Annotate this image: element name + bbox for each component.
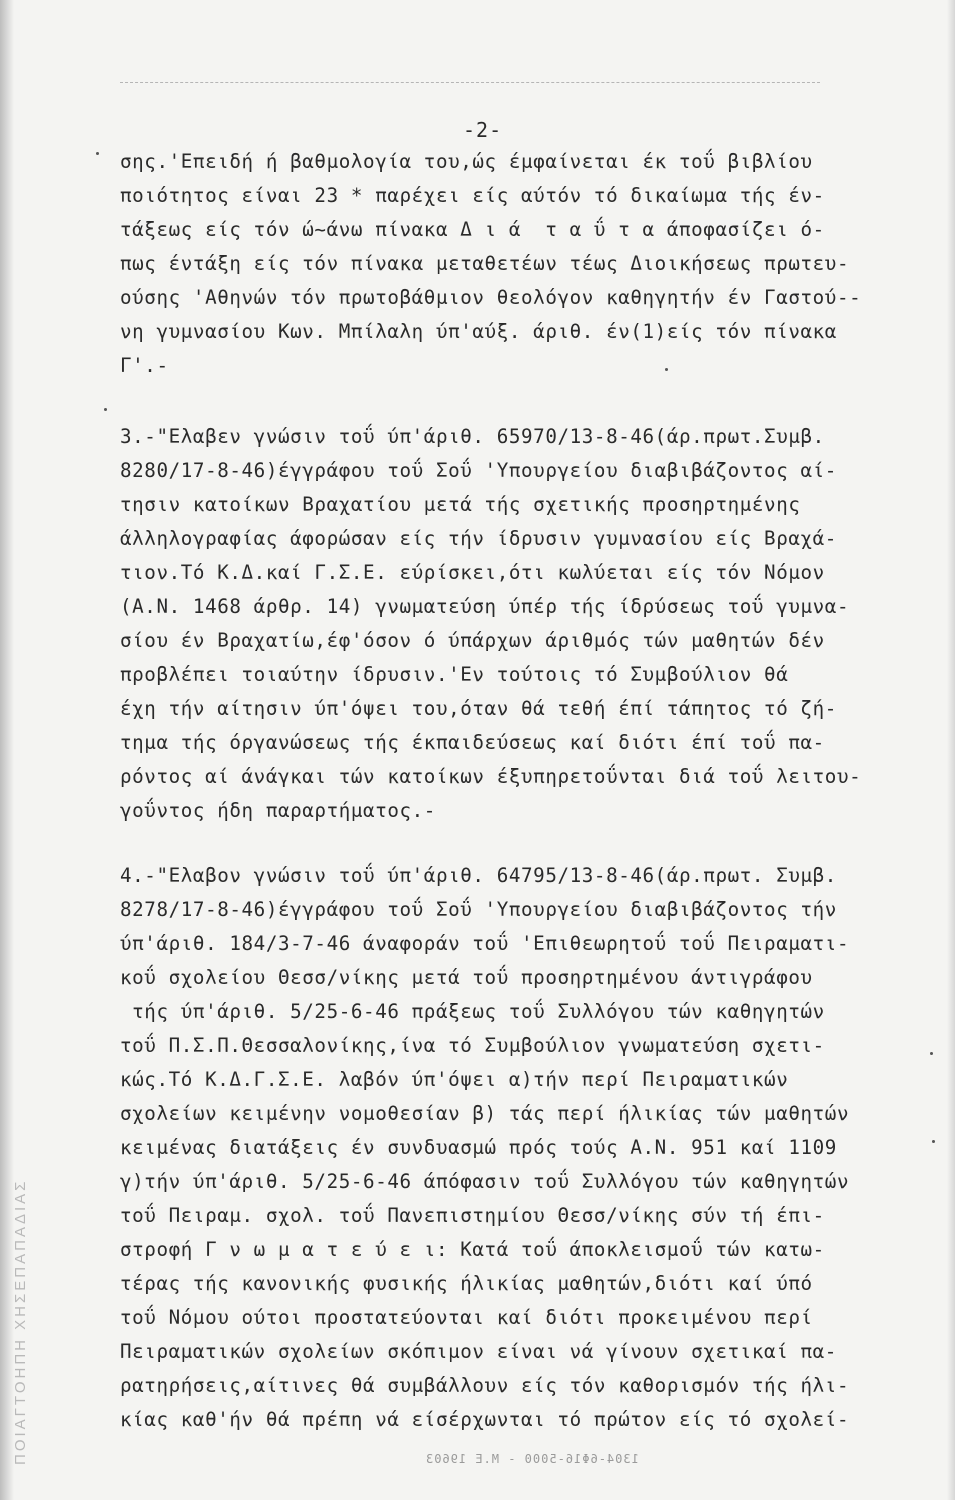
text-line: άλληλογραφίας άφορώσαν είς τήν ίδρυσιν γυμνασίου είς Βραχά- [120,527,837,550]
text-line: 8280/17-8-46)έγγράφου τοΰ Σοΰ 'Υπουργείου διαβιβάζοντος αί- [120,459,837,482]
text-line: ρόντος αί άνάγκαι τών κατοίκων έξυπηρετοΰνται διά τοΰ λειτου- [120,765,862,788]
top-dashed-rule [120,82,820,83]
text-line: γ)τήν ύπ'άριθ. 5/25-6-46 άπόφασιν τοΰ Συλλόγου τών καθηγητών [120,1170,850,1193]
text-line: 8278/17-8-46)έγγράφου τοΰ Σοΰ 'Υπουργείου διαβιβάζοντος τήν [120,898,837,921]
text-line: προβλέπει τοιαύτην ίδρυσιν.'Εν τούτοις τό Συμβούλιον θά [120,663,789,686]
text-line: ύπ'άριθ. 184/3-7-46 άναφοράν τοΰ 'Επιθεωρητοΰ τοΰ Πειραματι- [120,932,850,955]
text-line: τοΰ Νόμου ούτοι προστατεύονται καί διότι προκειμένου περί [120,1306,813,1329]
text-line: Πειραματικών σχολείων σκόπιμον είναι νά γίνουν σχετικαί πα- [120,1340,837,1363]
text-line: σης.'Επειδή ή βαθμολογία του,ώς έμφαίνεται έκ τοΰ βιβλίου [120,150,813,173]
text-line: ούσης 'Αθηνών τόν πρωτοβάθμιον θεολόγον καθηγητήν έν Γαστού-- [120,286,862,309]
text-line: ποιότητος είναι 23 * παρέχει είς αύτόν τό δικαίωμα τής έν- [120,184,825,207]
text-line: (Α.Ν. 1468 άρθρ. 14) γνωματεύση ύπέρ τής ίδρύσεως τοΰ γυμνα- [120,595,850,618]
text-line: τής ύπ'άριθ. 5/25-6-46 πράξεως τοΰ Συλλόγου τών καθηγητών [120,1000,825,1023]
paragraph-2-continuation [120,145,930,383]
scan-speck [96,152,99,155]
text-line: 4.-"Ελαβον γνώσιν τοΰ ύπ'άριθ. 64795/13-8-46(άρ.πρωτ. Συμβ. [120,864,837,887]
text-line: Γ'.- [120,354,169,377]
right-page-edge-shadow [947,0,955,1500]
text-line: νη γυμνασίου Κων. Μπίλαλη ύπ'αύξ. άριθ. έν(1)είς τόν πίνακα [120,320,837,343]
scan-speck [104,408,107,411]
text-line: τάξεως είς τόν ώ~άνω πίνακα Δ ι ά τ α ΰ τ α άποφασίζει ό- [120,218,825,241]
text-line: γοΰντος ήδη παραρτήματος.- [120,799,436,822]
footer-printer-imprint: 1304-6Φ16-5000 - Μ.Ε 19603 [425,1452,639,1466]
text-line: τιον.Τό Κ.Δ.καί Γ.Σ.Ε. εύρίσκει,ότι κωλύεται είς τόν Νόμον [120,561,825,584]
text-line: κώς.Τό Κ.Δ.Γ.Σ.Ε. λαβόν ύπ'όψει α)τήν περί Πειραματικών [120,1068,789,1091]
paragraph-3 [120,420,930,828]
text-line: σχολείων κειμένην νομοθεσίαν β) τάς περί ήλικίας τών μαθητών [120,1102,850,1125]
text-line: στροφή Γ ν ω μ α τ ε ύ ε ι: Κατά τοΰ άποκλεισμοΰ τών κατω- [120,1238,825,1261]
page-number: -2- [463,118,503,142]
scan-speck [932,1140,935,1143]
text-line: τοΰ Πειραμ. σχολ. τοΰ Πανεπιστημίου Θεσσ/νίκης σύν τή έπι- [120,1204,825,1227]
scan-speck [930,1052,933,1055]
text-line: τοΰ Π.Σ.Π.Θεσσαλονίκης,ίνα τό Συμβούλιον γνωματεύση σχετι- [120,1034,825,1057]
text-line: τησιν κατοίκων Βραχατίου μετά τής σχετικής προσηρτημένης [120,493,801,516]
paragraph-4 [120,859,930,1437]
side-archive-stamp [10,960,40,1470]
text-line: κοΰ σχολείου Θεσσ/νίκης μετά τοΰ προσηρτημένου άντιγράφου [120,966,813,989]
scan-speck [665,368,668,371]
text-line: τέρας τής κανονικής φυσικής ήλικίας μαθητών,διότι καί ύπό [120,1272,813,1295]
text-line: έχη τήν αίτησιν ύπ'όψει του,όταν θά τεθή έπί τάπητος τό ζή- [120,697,837,720]
text-line: 3.-"Ελαβεν γνώσιν τοΰ ύπ'άριθ. 65970/13-8-46(άρ.πρωτ.Συμβ. [120,425,825,448]
text-line: σίου έν Βραχατίω,έφ'όσον ό ύπάρχων άριθμός τών μαθητών δέν [120,629,825,652]
text-line: ρατηρήσεις,αίτινες θά συμβάλλουν είς τόν καθορισμόν τής ήλι- [120,1374,850,1397]
text-line: κίας καθ'ήν θά πρέπη νά είσέρχωνται τό πρώτον είς τό σχολεί- [120,1408,850,1431]
text-line: κειμένας διατάξεις έν συνδυασμώ πρός τούς Α.Ν. 951 καί 1109 [120,1136,837,1159]
text-line: τημα τής όργανώσεως τής έκπαιδεύσεως καί διότι έπί τοΰ πα- [120,731,825,754]
text-line: πως έντάξη είς τόν πίνακα μεταθετέων τέως Διοικήσεως πρωτευ- [120,252,850,275]
side-stamp-text: ΠΟΙΑΓΤΟΗΠΗ ΧΗΣΕΠΑΠΑΔΙΑΣ [12,1178,29,1465]
